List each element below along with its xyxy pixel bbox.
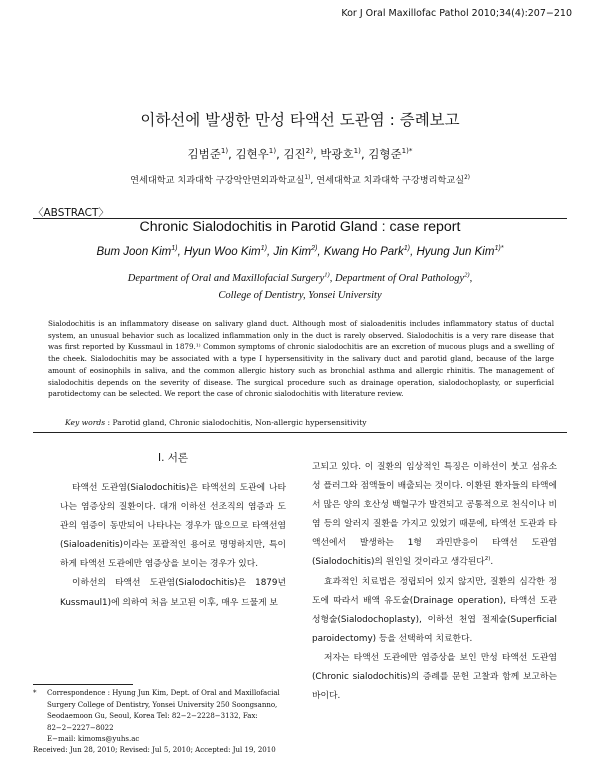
korean-title: 이하선에 발생한 만성 타액선 도관염 : 증례보고 [140,111,460,129]
keywords [65,418,367,427]
english-author-list [0,246,600,258]
author-ko: 김현우$^{1)}$, [235,146,284,161]
footnote-email: E−mail: kimoms@yuhs.ac [47,735,140,743]
footnote-mark: * [33,689,37,697]
affiliation-en-line: Department of Oral and Maxillofacial Surgery$^{1)}$, Department of Oral Pathology$^{2)}$, [127,271,473,284]
affiliation-ko: 연세대학교 치과대학 구강병리학교실$^{2)}$ [316,174,470,186]
keywords-label: Key words [65,418,106,427]
author-en: Hyung Jun Kim$^{1)*}$ [416,244,504,258]
body-paragraph: 고되고 있다. 이 질환의 임상적인 특징은 이하선이 붓고 섬유소성 플러그와 점액들이 배출되는 것이다. 이환된 환자들의 타액에서 많은 양의 호산성 백혈구가 발견되고 공통적으로 천식이나 비염 등의 알러지 질환을 가지고 있었기 때문에, 타액선 도관과 타액선에서 발생하는 1형 과민반응이 타액선 도관염(Sialodochitis)의 원인일 것이라고 생각된다$^{2)}$. [312,462,557,568]
english-affiliations [0,270,600,304]
author-ko: 김형준$^{1)*}$ [368,146,413,161]
footnote-text: Correspondence : Hyung Jun Kim, Dept. of Oral and Maxillofacial Surgery College of Dentistry, Yonsei University 250 Soongsanno, Seodaemoon Gu, Seoul, Korea Tel: 82−2−2228−3132, Fax: 82−2−2227−8022 E−mail: kimoms@yuhs.ac [47,689,280,743]
english-title: Chronic Sialodochitis in Parotid Gland : case report [139,219,461,235]
author-en: Hyun Woo Kim$^{1)}$, [183,244,274,258]
left-column [60,450,286,613]
korean-author-list [0,146,600,162]
body-paragraph: 타액선 도관염(Sialodochitis)은 타액선의 도관에 나타나는 염증상의 질환이다. 대개 이하선 선조직의 염증과 도관의 염증이 동반되어 나타나는 경우가 많으므로 타액선염(Sialoadenitis)이라는 포괄적인 용어로 명명하지만, 특이하게 타액선 도관에만 염증상을 보이는 경우가 있다. [60,483,286,570]
journal-reference: Kor J Oral Maxillofac Pathol 2010;34(4):207−210 [341,8,572,19]
keywords-text: : Parotid gland, Chronic sialodochitis, Non-allergic hypersensitivity [105,418,367,427]
author-en: Kwang Ho Park$^{1)}$, [323,244,417,258]
body-paragraph: 저자는 타액선 도관에만 염증상을 보인 만성 타액선 도관염(Chronic sialodochitis)의 증례를 문헌 고찰과 함께 보고하는 바이다. [312,652,557,702]
abstract-heading: 〈ABSTRACT〉 [33,207,109,219]
body-paragraph: 이하선의 타액선 도관염(Sialodochitis)은 1879년 Kussmaul1)에 의하여 처음 보고된 이후, 매우 드물게 보 [60,578,286,608]
footnote-divider [33,684,133,685]
correspondence-footnote [33,688,291,746]
author-en: Jin Kim$^{2)}$, [273,244,324,258]
affiliation-ko: 연세대학교 치과대학 구강악안면외과학교실$^{1)}$, [130,174,317,186]
received-dates: Received: Jun 28, 2010; Revised: Jul 5, 2010; Accepted: Jul 19, 2010 [33,746,276,754]
author-ko: 박광호$^{1)}$, [320,146,369,161]
section-heading: Ⅰ. 서론 [157,452,189,464]
abstract-text: Sialodochitis is an inflammatory disease on salivary gland duct. Although most of sialoadenitis includes inflammatory status of ductal system, an unusual behavior such as localized inflammation only in the duct is rarely observed. Sialodochitis is a very rare disease that was first reported by Kussmaul in 1879.¹⁾ Common symptoms of chronic sialodochitis are an excretion of mucous plugs and a swelling of the cheek. Sialodochitis may be associated with a type I hypersensitivity in the salivary duct and parotid gland, because of the large amount of eosinophils in saliva, and the common allergic history such as bronchial asthma and allergic rhinitis. The management of sialodochitis depends on the severity of disease. The surgical procedure such as drainage operation, sialodochoplasty, or superficial parotidectomy can be selected. We report the case of chronic sialodochitis with literature review. [48,319,554,399]
body-paragraph: 효과적인 치료법은 정립되어 있지 않지만, 질환의 심각한 정도에 따라서 배액 유도술(Drainage operation), 타액선 도관 성형술(Sialodochoplasty), 이하선 천엽 절제술(Superficial paroidectomy) 등을 선택하여 치료한다. [312,576,557,644]
affiliation-en-line: College of Dentistry, Yonsei University [218,290,382,301]
right-column [312,458,557,706]
keywords-divider [33,432,567,433]
author-ko: 김진$^{2)}$, [283,146,321,161]
korean-affiliations [0,172,600,186]
author-ko: 김범준$^{1)}$, [187,146,236,161]
author-en: Bum Joon Kim$^{1)}$, [96,244,184,258]
